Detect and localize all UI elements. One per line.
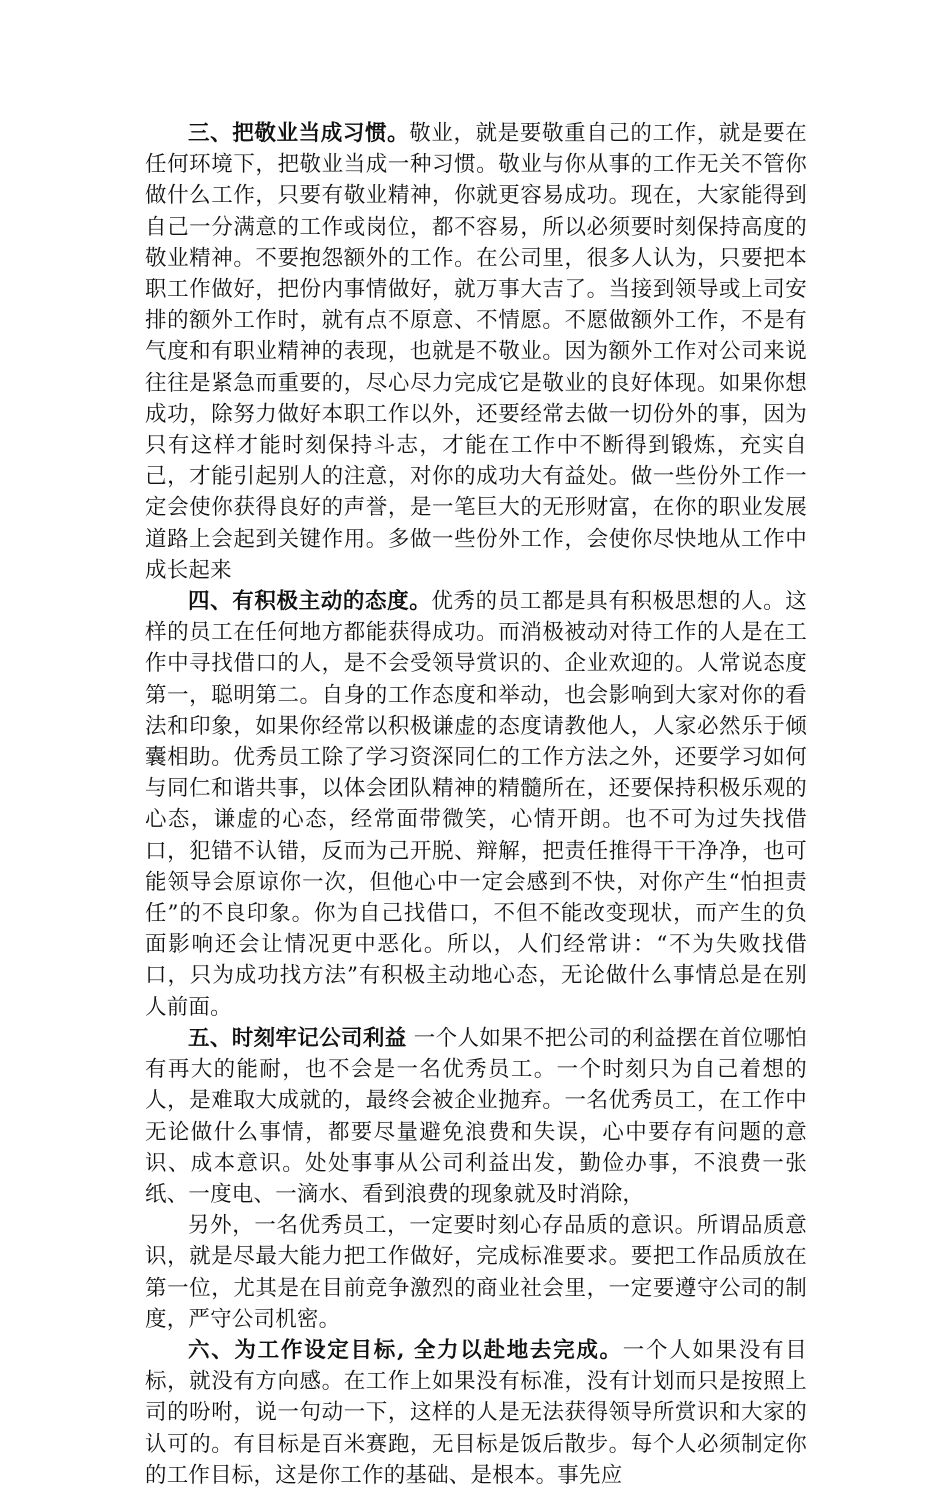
section-5-heading: 五、时刻牢记公司利益 (188, 1025, 407, 1051)
section-5-continuation-text: 另外，一名优秀员工，一定要时刻心存品质的意识。所谓品质意识，就是尽最大能力把工作做好，完成标准要求。要把工作品质放在第一位，尤其是在目前竞争激烈的商业社会里，一定要遵守公司的制度，严守公司机密。 (145, 1213, 807, 1332)
section-6-text: 一个人如果没有目标，就没有方向感。在工作上如果没有标准，没有计划而只是按照上司的吩咐，说一句动一下，这样的人是无法获得领导所赏识和大家的认可的。有目标是百米赛跑，无目标是饭后散步。每个人必须制定你的工作目标，这是你工作的基础、是根本。事先应 (145, 1337, 807, 1488)
section-3-heading: 三、把敬业当成习惯。 (188, 121, 410, 146)
section-3-paragraph (145, 118, 807, 586)
section-6-heading: 六、为工作设定目标, 全力以赴地去完成。 (188, 1337, 623, 1363)
section-5-text: 一个人如果不把公司的利益摆在首位哪怕有再大的能耐，也不会是一名优秀员工。一个时刻只为自己着想的人，是难取大成就的，最终会被企业抛弃。一名优秀员工，在工作中无论做什么事情，都要尽量避免浪费和失误，心中要存有问题的意识、成本意识。处处事事从公司利益出发，勤俭办事，不浪费一张纸、一度电、一滴水、看到浪费的现象就及时消除， (145, 1025, 807, 1207)
section-5-paragraph (145, 1023, 807, 1210)
section-5-continuation-paragraph (145, 1210, 807, 1335)
section-6-paragraph (145, 1335, 807, 1491)
section-4-text: 优秀的员工都是具有积极思想的人。这样的员工在任何地方都能获得成功。而消极被动对待工作的人是在工作中寻找借口的人，是不会受领导赏识的、企业欢迎的。人常说态度第一，聪明第二。自身的工作态度和举动，也会影响到大家对你的看法和印象，如果你经常以积极谦虚的态度请教他人，人家必然乐于倾囊相助。优秀员工除了学习资深同仁的工作方法之外，还要学习如何与同仁和谐共事，以体会团队精神的精髓所在，还要保持积极乐观的心态，谦虚的心态，经常面带微笑，心情开朗。也不可为过失找借口，犯错不认错，反而为己开脱、辩解，把责任推得干干净净，也可能领导会原谅你一次，但他心中一定会感到不快，对你产生“怕担责任”的不良印象。你为自己找借口，不但不能改变现状，而产生的负面影响还会让情况更中恶化。所以，人们经常讲：“不为失败找借口，只为成功找方法”有积极主动地心态，无论做什么事情总是在别人前面。 (145, 589, 807, 1020)
section-4-paragraph (145, 586, 807, 1023)
section-3-text: 敬业，就是要敬重自己的工作，就是要在任何环境下，把敬业当成一种习惯。敬业与你从事的工作无关不管你做什么工作，只要有敬业精神，你就更容易成功。现在，大家能得到自己一分满意的工作或岗位，都不容易，所以必须要时刻保持高度的敬业精神。不要抱怨额外的工作。在公司里，很多人认为，只要把本职工作做好，把份内事情做好，就万事大吉了。当接到领导或上司安排的额外工作时，就有点不原意、不情愿。不愿做额外工作，不是有气度和有职业精神的表现，也就是不敬业。因为额外工作对公司来说往往是紧急而重要的，尽心尽力完成它是敬业的良好体现。如果你想成功，除努力做好本职工作以外，还要经常去做一切份外的事，因为只有这样才能时刻保持斗志，才能在工作中不断得到锻炼，充实自己，才能引起别人的注意，对你的成功大有益处。做一些份外工作一定会使你获得良好的声誉，是一笔巨大的无形财富，在你的职业发展道路上会起到关键作用。多做一些份外工作，会使你尽快地从工作中成长起来 (145, 121, 807, 583)
section-4-heading: 四、有积极主动的态度。 (188, 589, 432, 615)
document-page (145, 118, 807, 1491)
